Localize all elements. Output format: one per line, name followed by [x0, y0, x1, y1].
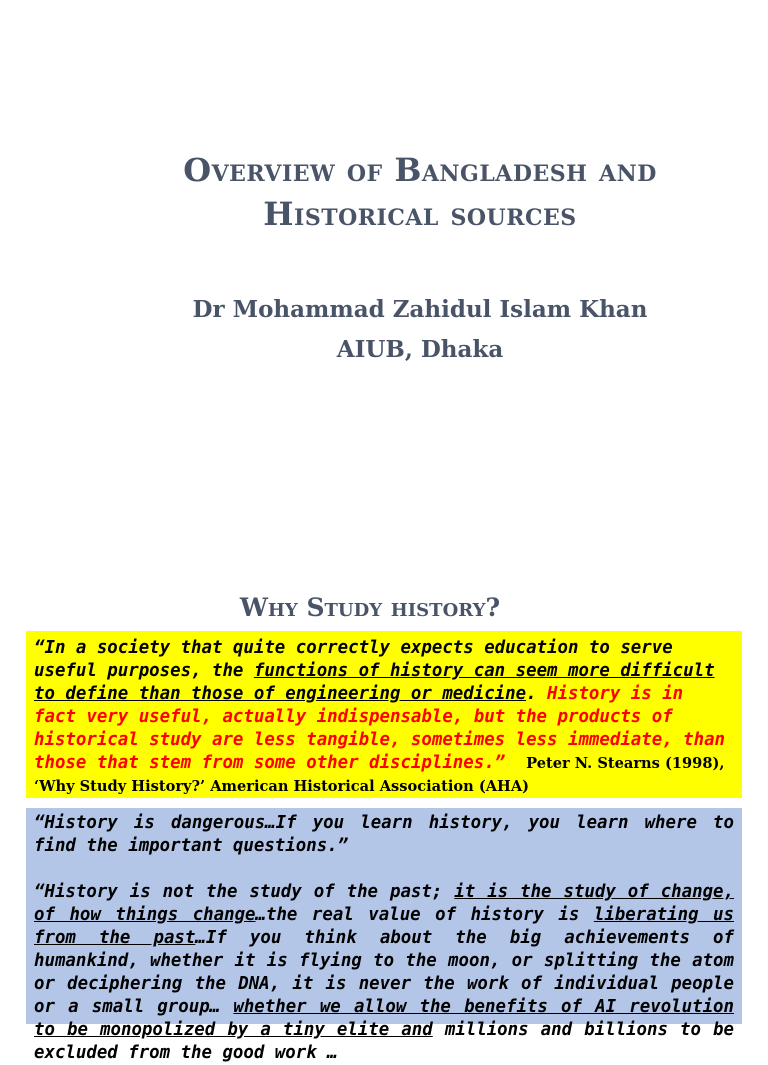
- quote-text: .: [526, 684, 548, 704]
- quote-underlined-text: functions of history can seem more difficult to define than those of engineering or medicine: [34, 661, 715, 704]
- author-name: Dr Mohammad Zahidul Islam Khan: [192, 296, 648, 323]
- quote-underlined-text: liberating us from the past: [34, 905, 734, 948]
- quote-underlined-text: whether we allow the benefits of AI revolution to be monopolized by a tiny elite and: [34, 997, 734, 1040]
- quote-paragraph-2: [34, 881, 734, 1065]
- quote-box-history: [26, 808, 742, 1063]
- quote-highlight-red: History is in fact very useful, actually indispensable, but the products of historical study are less tangible, sometimes less immediate, than those that stem from some other disciplines.”: [34, 684, 726, 773]
- quote-paragraph-1: “History is dangerous…If you learn history, you learn where to find the important questions.”: [34, 813, 734, 856]
- quote-box-stearns: [26, 631, 742, 798]
- slide-title-line-2: Historical sources: [263, 195, 577, 233]
- author-affiliation: AIUB, Dhaka: [336, 336, 504, 363]
- section-title: Why Study history?: [239, 593, 501, 622]
- quote-text: “History is not the study of the past;: [34, 882, 455, 902]
- paragraph-gap: [34, 858, 734, 881]
- author-block: [120, 290, 720, 370]
- quote-text: …If you think about the big achievements of humankind, whether it is flying to the moon, or splitting the atom or deciphering the DNA, it is never the work of individual people or a small group…: [34, 928, 734, 1017]
- quote-text: …the real value of history is: [255, 905, 594, 925]
- slide-title: [120, 148, 720, 236]
- quote-text: “In a society that quite correctly expects education to serve useful purposes, the: [34, 638, 673, 681]
- quote-underlined-text: it is the study of change, of how things change: [34, 882, 734, 925]
- quote-citation: Peter N. Stearns (1998), ‘Why Study History?’ American Historical Association (AHA): [34, 755, 725, 795]
- slide-title-line-1: Overview of Bangladesh and: [183, 151, 657, 189]
- quote-text: millions and billions to be excluded from the good work …: [34, 1020, 734, 1063]
